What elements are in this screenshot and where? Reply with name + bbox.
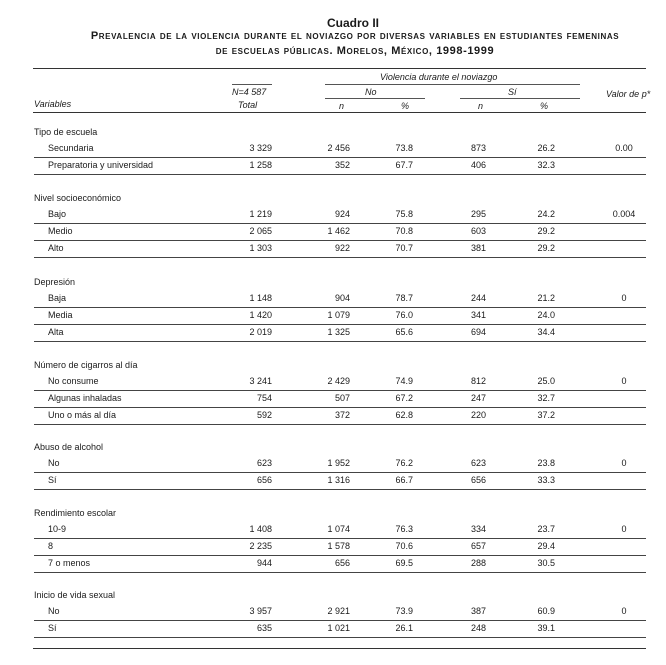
section-heading: Rendimiento escolar <box>34 508 117 518</box>
cell-no-pct: 26.1 <box>395 623 413 633</box>
row-label: Media <box>48 310 73 320</box>
cell-pvalue: 0 <box>621 293 627 303</box>
cell-no-n: 1 325 <box>327 327 350 337</box>
row-divider <box>34 174 646 175</box>
section-heading: Depresión <box>34 277 76 287</box>
header-si-underline <box>460 98 580 99</box>
row-divider <box>34 341 646 342</box>
cell-si-pct: 29.2 <box>537 226 555 236</box>
cell-pvalue: 0.00 <box>615 143 633 153</box>
cell-no-n: 372 <box>334 410 350 420</box>
row-divider <box>34 407 646 408</box>
cell-pvalue: 0 <box>621 606 627 616</box>
header-si-n: n <box>478 101 484 111</box>
cell-si-n: 295 <box>470 209 486 219</box>
cell-si-n: 244 <box>470 293 486 303</box>
cell-total: 3 957 <box>249 606 272 616</box>
header-no-pct: % <box>401 101 410 111</box>
row-label: Bajo <box>48 209 67 219</box>
cell-si-pct: 29.2 <box>537 243 555 253</box>
row-divider <box>34 538 646 539</box>
cell-no-pct: 70.7 <box>395 243 413 253</box>
section-heading: Abuso de alcohol <box>34 442 104 452</box>
section-heading: Nivel socioeconómico <box>34 193 122 203</box>
row-label: No <box>48 606 60 616</box>
cell-total: 592 <box>256 410 272 420</box>
cell-si-n: 603 <box>470 226 486 236</box>
cell-total: 754 <box>256 393 272 403</box>
table-title-line1: Prevalencia de la violencia durante el noviazgo por diversas variables en estudiantes femeninas <box>90 30 620 42</box>
row-label: Medio <box>48 226 73 236</box>
cell-total: 944 <box>256 558 272 568</box>
row-label: 10-9 <box>48 524 67 534</box>
cell-no-n: 904 <box>334 293 350 303</box>
cell-total: 1 420 <box>249 310 272 320</box>
cell-si-n: 406 <box>470 160 486 170</box>
cell-no-n: 352 <box>334 160 350 170</box>
header-bottom-rule <box>33 112 646 113</box>
cell-no-pct: 70.8 <box>395 226 413 236</box>
cell-si-pct: 39.1 <box>537 623 555 633</box>
cell-si-n: 657 <box>470 541 486 551</box>
cell-total: 3 329 <box>249 143 272 153</box>
row-divider <box>34 307 646 308</box>
row-label: Uno o más al día <box>48 410 117 420</box>
row-label: 7 o menos <box>48 558 91 568</box>
row-divider <box>34 620 646 621</box>
header-si-pct: % <box>540 101 549 111</box>
cell-total: 623 <box>256 458 272 468</box>
cell-total: 1 408 <box>249 524 272 534</box>
row-divider <box>34 472 646 473</box>
section-heading: Inicio de vida sexual <box>34 590 116 600</box>
cell-pvalue: 0 <box>621 524 627 534</box>
cell-si-n: 334 <box>470 524 486 534</box>
cell-si-pct: 25.0 <box>537 376 555 386</box>
header-n-total: N=4 587 <box>232 87 267 97</box>
cell-pvalue: 0.004 <box>612 209 636 219</box>
cell-no-pct: 67.2 <box>395 393 413 403</box>
cell-no-n: 656 <box>334 558 350 568</box>
cell-si-pct: 21.2 <box>537 293 555 303</box>
cell-no-pct: 65.6 <box>395 327 413 337</box>
row-label: Sí <box>48 475 57 485</box>
cell-si-n: 381 <box>470 243 486 253</box>
cell-no-pct: 78.7 <box>395 293 413 303</box>
cell-no-pct: 73.8 <box>395 143 413 153</box>
row-divider <box>34 637 646 638</box>
cell-si-pct: 26.2 <box>537 143 555 153</box>
cell-no-n: 2 921 <box>327 606 350 616</box>
row-divider <box>34 390 646 391</box>
cell-si-n: 694 <box>470 327 486 337</box>
cell-no-pct: 69.5 <box>395 558 413 568</box>
cell-no-n: 924 <box>334 209 350 219</box>
cell-si-n: 247 <box>470 393 486 403</box>
section-heading: Número de cigarros al día <box>34 360 138 370</box>
cell-si-n: 288 <box>470 558 486 568</box>
header-no-n: n <box>339 101 345 111</box>
cell-no-pct: 76.3 <box>395 524 413 534</box>
header-group-label: Violencia durante el noviazgo <box>380 72 498 82</box>
cell-si-pct: 32.7 <box>537 393 555 403</box>
cell-no-n: 507 <box>334 393 350 403</box>
cell-no-n: 1 952 <box>327 458 350 468</box>
cell-si-pct: 32.3 <box>537 160 555 170</box>
row-divider <box>34 555 646 556</box>
cell-total: 2 019 <box>249 327 272 337</box>
cell-si-pct: 60.9 <box>537 606 555 616</box>
row-label: Alta <box>48 327 64 337</box>
cell-no-pct: 74.9 <box>395 376 413 386</box>
row-label: No <box>48 458 60 468</box>
cell-no-n: 2 456 <box>327 143 350 153</box>
row-label: Preparatoria y universidad <box>48 160 154 170</box>
cell-si-pct: 23.8 <box>537 458 555 468</box>
row-divider <box>34 324 646 325</box>
cell-si-n: 341 <box>470 310 486 320</box>
cell-no-n: 1 462 <box>327 226 350 236</box>
cell-si-n: 248 <box>470 623 486 633</box>
cell-total: 1 219 <box>249 209 272 219</box>
cell-si-pct: 24.0 <box>537 310 555 320</box>
header-si: Sí <box>508 87 517 97</box>
cell-no-pct: 66.7 <box>395 475 413 485</box>
cell-pvalue: 0 <box>621 376 627 386</box>
cell-si-n: 220 <box>470 410 486 420</box>
row-label: No consume <box>48 376 99 386</box>
row-divider <box>34 424 646 425</box>
cell-no-pct: 67.7 <box>395 160 413 170</box>
cell-si-pct: 30.5 <box>537 558 555 568</box>
cell-no-pct: 76.2 <box>395 458 413 468</box>
header-variables: Variables <box>34 99 72 109</box>
cell-total: 1 258 <box>249 160 272 170</box>
header-pvalue: Valor de p* <box>606 89 651 99</box>
header-group-underline <box>325 84 580 85</box>
cell-si-n: 656 <box>470 475 486 485</box>
row-divider <box>34 240 646 241</box>
cell-no-pct: 73.9 <box>395 606 413 616</box>
cell-total: 635 <box>256 623 272 633</box>
row-label: Algunas inhaladas <box>48 393 122 403</box>
top-rule <box>33 68 646 69</box>
cell-total: 3 241 <box>249 376 272 386</box>
row-divider <box>34 572 646 573</box>
cell-si-pct: 24.2 <box>537 209 555 219</box>
row-label: Alto <box>48 243 64 253</box>
cell-no-n: 1 021 <box>327 623 350 633</box>
row-divider <box>34 223 646 224</box>
cell-no-pct: 75.8 <box>395 209 413 219</box>
cell-no-n: 1 578 <box>327 541 350 551</box>
cell-total: 2 235 <box>249 541 272 551</box>
cell-no-n: 2 429 <box>327 376 350 386</box>
cell-si-pct: 23.7 <box>537 524 555 534</box>
cell-no-n: 922 <box>334 243 350 253</box>
table-caption: Cuadro II <box>326 16 379 30</box>
cell-si-n: 812 <box>470 376 486 386</box>
cell-no-pct: 76.0 <box>395 310 413 320</box>
header-no-underline <box>325 98 425 99</box>
cell-si-pct: 34.4 <box>537 327 555 337</box>
cell-si-pct: 33.3 <box>537 475 555 485</box>
cell-no-pct: 62.8 <box>395 410 413 420</box>
cell-si-n: 387 <box>470 606 486 616</box>
cell-total: 1 148 <box>249 293 272 303</box>
header-no: No <box>365 87 377 97</box>
cell-no-n: 1 074 <box>327 524 350 534</box>
row-label: Sí <box>48 623 57 633</box>
row-divider <box>34 157 646 158</box>
cell-si-n: 873 <box>470 143 486 153</box>
cell-si-n: 623 <box>470 458 486 468</box>
row-divider <box>34 257 646 258</box>
row-label: Baja <box>48 293 67 303</box>
header-total: Total <box>238 100 258 110</box>
cell-no-n: 1 079 <box>327 310 350 320</box>
row-divider <box>34 489 646 490</box>
cell-si-pct: 37.2 <box>537 410 555 420</box>
cell-si-pct: 29.4 <box>537 541 555 551</box>
cell-total: 1 303 <box>249 243 272 253</box>
cell-no-pct: 70.6 <box>395 541 413 551</box>
row-label: 8 <box>48 541 54 551</box>
cell-total: 2 065 <box>249 226 272 236</box>
cell-total: 656 <box>256 475 272 485</box>
table-title-line2: de escuelas públicas. Morelos, México, 1998-1999 <box>215 45 495 57</box>
section-heading: Tipo de escuela <box>34 127 98 137</box>
cell-pvalue: 0 <box>621 458 627 468</box>
header-total-underline <box>232 84 272 85</box>
cell-no-n: 1 316 <box>327 475 350 485</box>
bottom-rule <box>33 648 646 649</box>
row-label: Secundaria <box>48 143 94 153</box>
